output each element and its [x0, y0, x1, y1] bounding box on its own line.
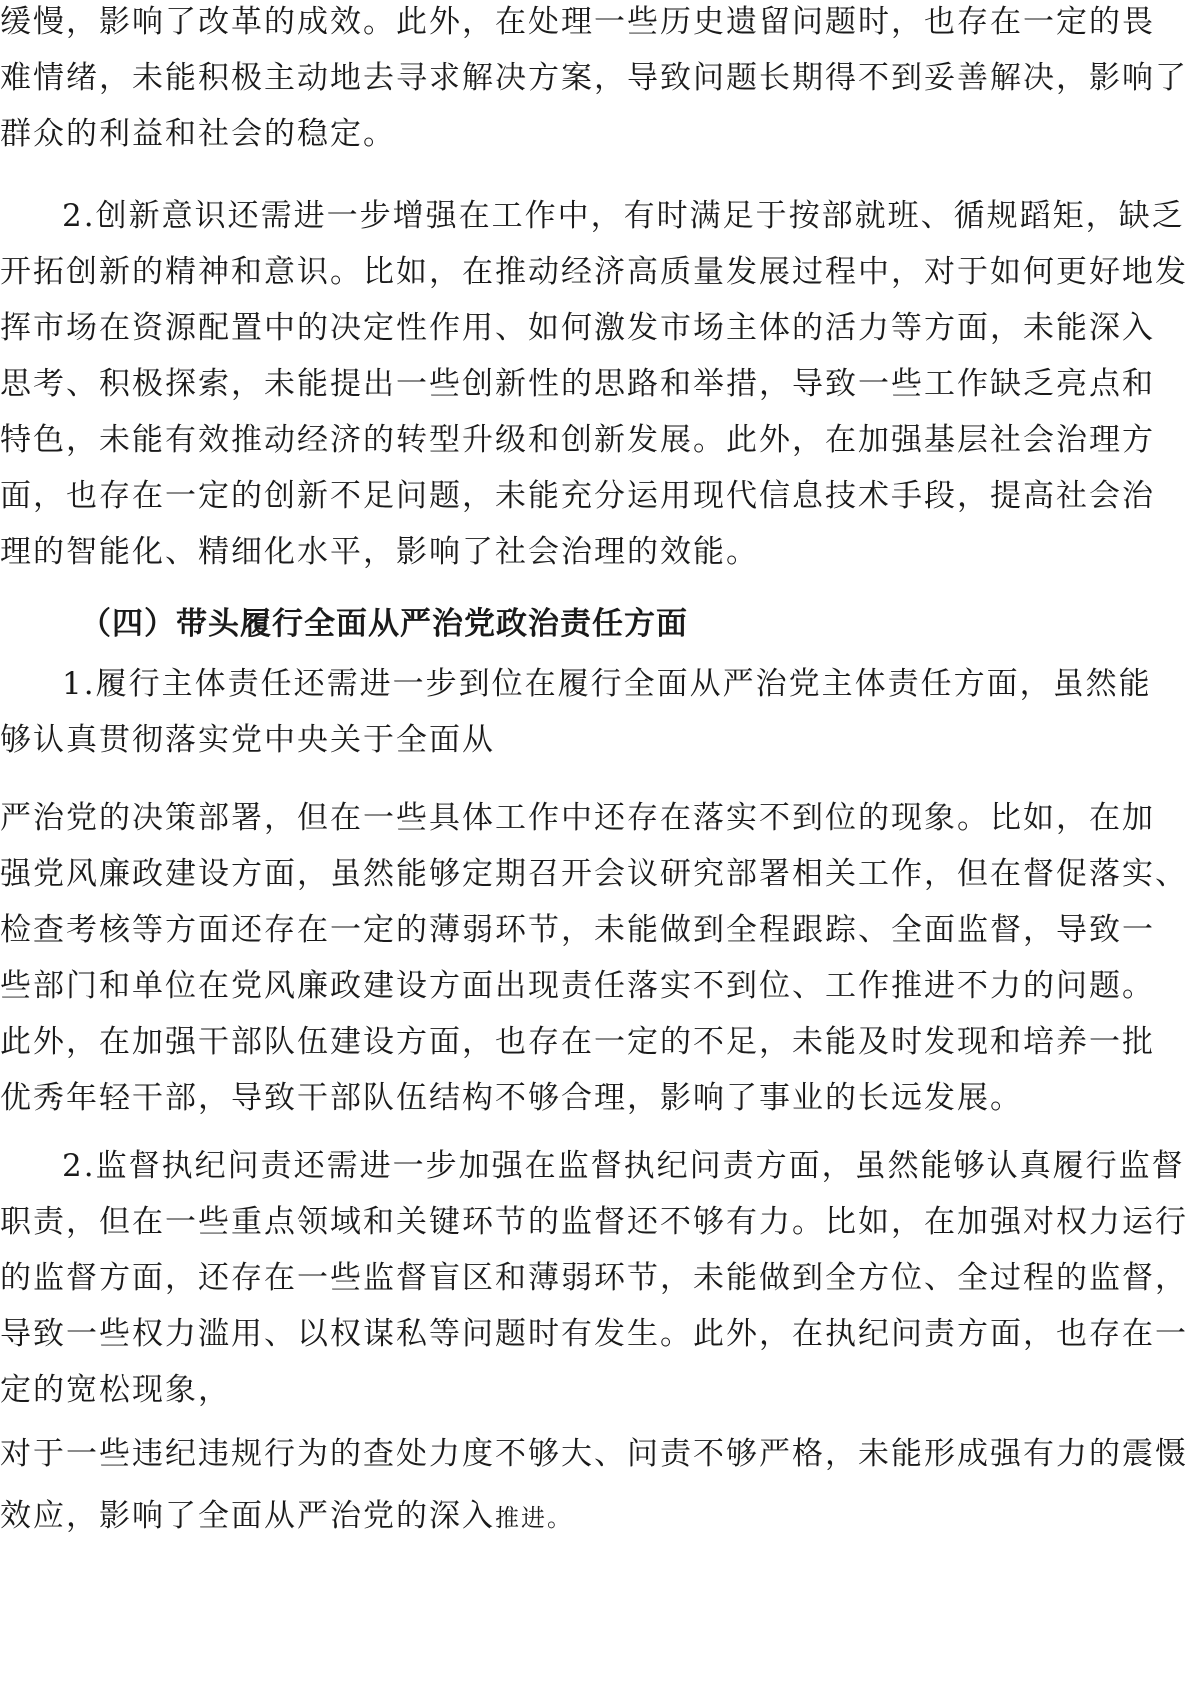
text-line: 2.创新意识还需进一步增强在工作中，有时满足于按部就班、循规蹈矩，缺乏: [62, 198, 1185, 234]
text-line: 理的智能化、精细化水平，影响了社会治理的效能。: [0, 534, 759, 570]
text-line: 群众的利益和社会的稳定。: [0, 116, 396, 152]
text-span: 效应，影响了全面从严治党的深入: [0, 1498, 495, 1534]
text-line: 开拓创新的精神和意识。比如，在推动经济高质量发展过程中，对于如何更好地发: [0, 254, 1188, 290]
text-line: 此外，在加强干部队伍建设方面，也存在一定的不足，未能及时发现和培养一批: [0, 1024, 1155, 1060]
text-line: 够认真贯彻落实党中央关于全面从: [0, 722, 495, 758]
text-line: 难情绪，未能积极主动地去寻求解决方案，导致问题长期得不到妥善解决，影响了: [0, 60, 1188, 96]
text-line: 严治党的决策部署，但在一些具体工作中还存在落实不到位的现象。比如，在加: [0, 800, 1155, 836]
text-span-small: 推进。: [495, 1504, 573, 1532]
text-line: 的监督方面，还存在一些监督盲区和薄弱环节，未能做到全方位、全过程的监督，: [0, 1260, 1188, 1296]
text-line: 1.履行主体责任还需进一步到位在履行全面从严治党主体责任方面，虽然能: [62, 666, 1152, 702]
text-line: 挥市场在资源配置中的决定性作用、如何激发市场主体的活力等方面，未能深入: [0, 310, 1155, 346]
text-line: 强党风廉政建设方面，虽然能够定期召开会议研究部署相关工作，但在督促落实、: [0, 856, 1188, 892]
text-line: 职责，但在一些重点领域和关键环节的监督还不够有力。比如，在加强对权力运行: [0, 1204, 1188, 1240]
text-line: 导致一些权力滥用、以权谋私等问题时有发生。此外，在执纪问责方面，也存在一: [0, 1316, 1188, 1352]
text-line: 面，也存在一定的创新不足问题，未能充分运用现代信息技术手段，提高社会治: [0, 478, 1155, 514]
text-line: 些部门和单位在党风廉政建设方面出现责任落实不到位、工作推进不力的问题。: [0, 968, 1155, 1004]
text-line: 检查考核等方面还存在一定的薄弱环节，未能做到全程跟踪、全面监督，导致一: [0, 912, 1155, 948]
section-heading: （四）带头履行全面从严治党政治责任方面: [80, 606, 688, 642]
text-line: 优秀年轻干部，导致干部队伍结构不够合理，影响了事业的长远发展。: [0, 1080, 1023, 1116]
text-line: 缓慢，影响了改革的成效。此外，在处理一些历史遗留问题时，也存在一定的畏: [0, 4, 1155, 40]
text-line-last: [0, 1496, 1200, 1538]
text-line: 定的宽松现象，: [0, 1372, 231, 1408]
text-line: 思考、积极探索，未能提出一些创新性的思路和举措，导致一些工作缺乏亮点和: [0, 366, 1155, 402]
text-line: 特色，未能有效推动经济的转型升级和创新发展。此外，在加强基层社会治理方: [0, 422, 1155, 458]
text-line: 2.监督执纪问责还需进一步加强在监督执纪问责方面，虽然能够认真履行监督: [62, 1148, 1185, 1184]
text-line: 对于一些违纪违规行为的查处力度不够大、问责不够严格，未能形成强有力的震慑: [0, 1436, 1188, 1472]
